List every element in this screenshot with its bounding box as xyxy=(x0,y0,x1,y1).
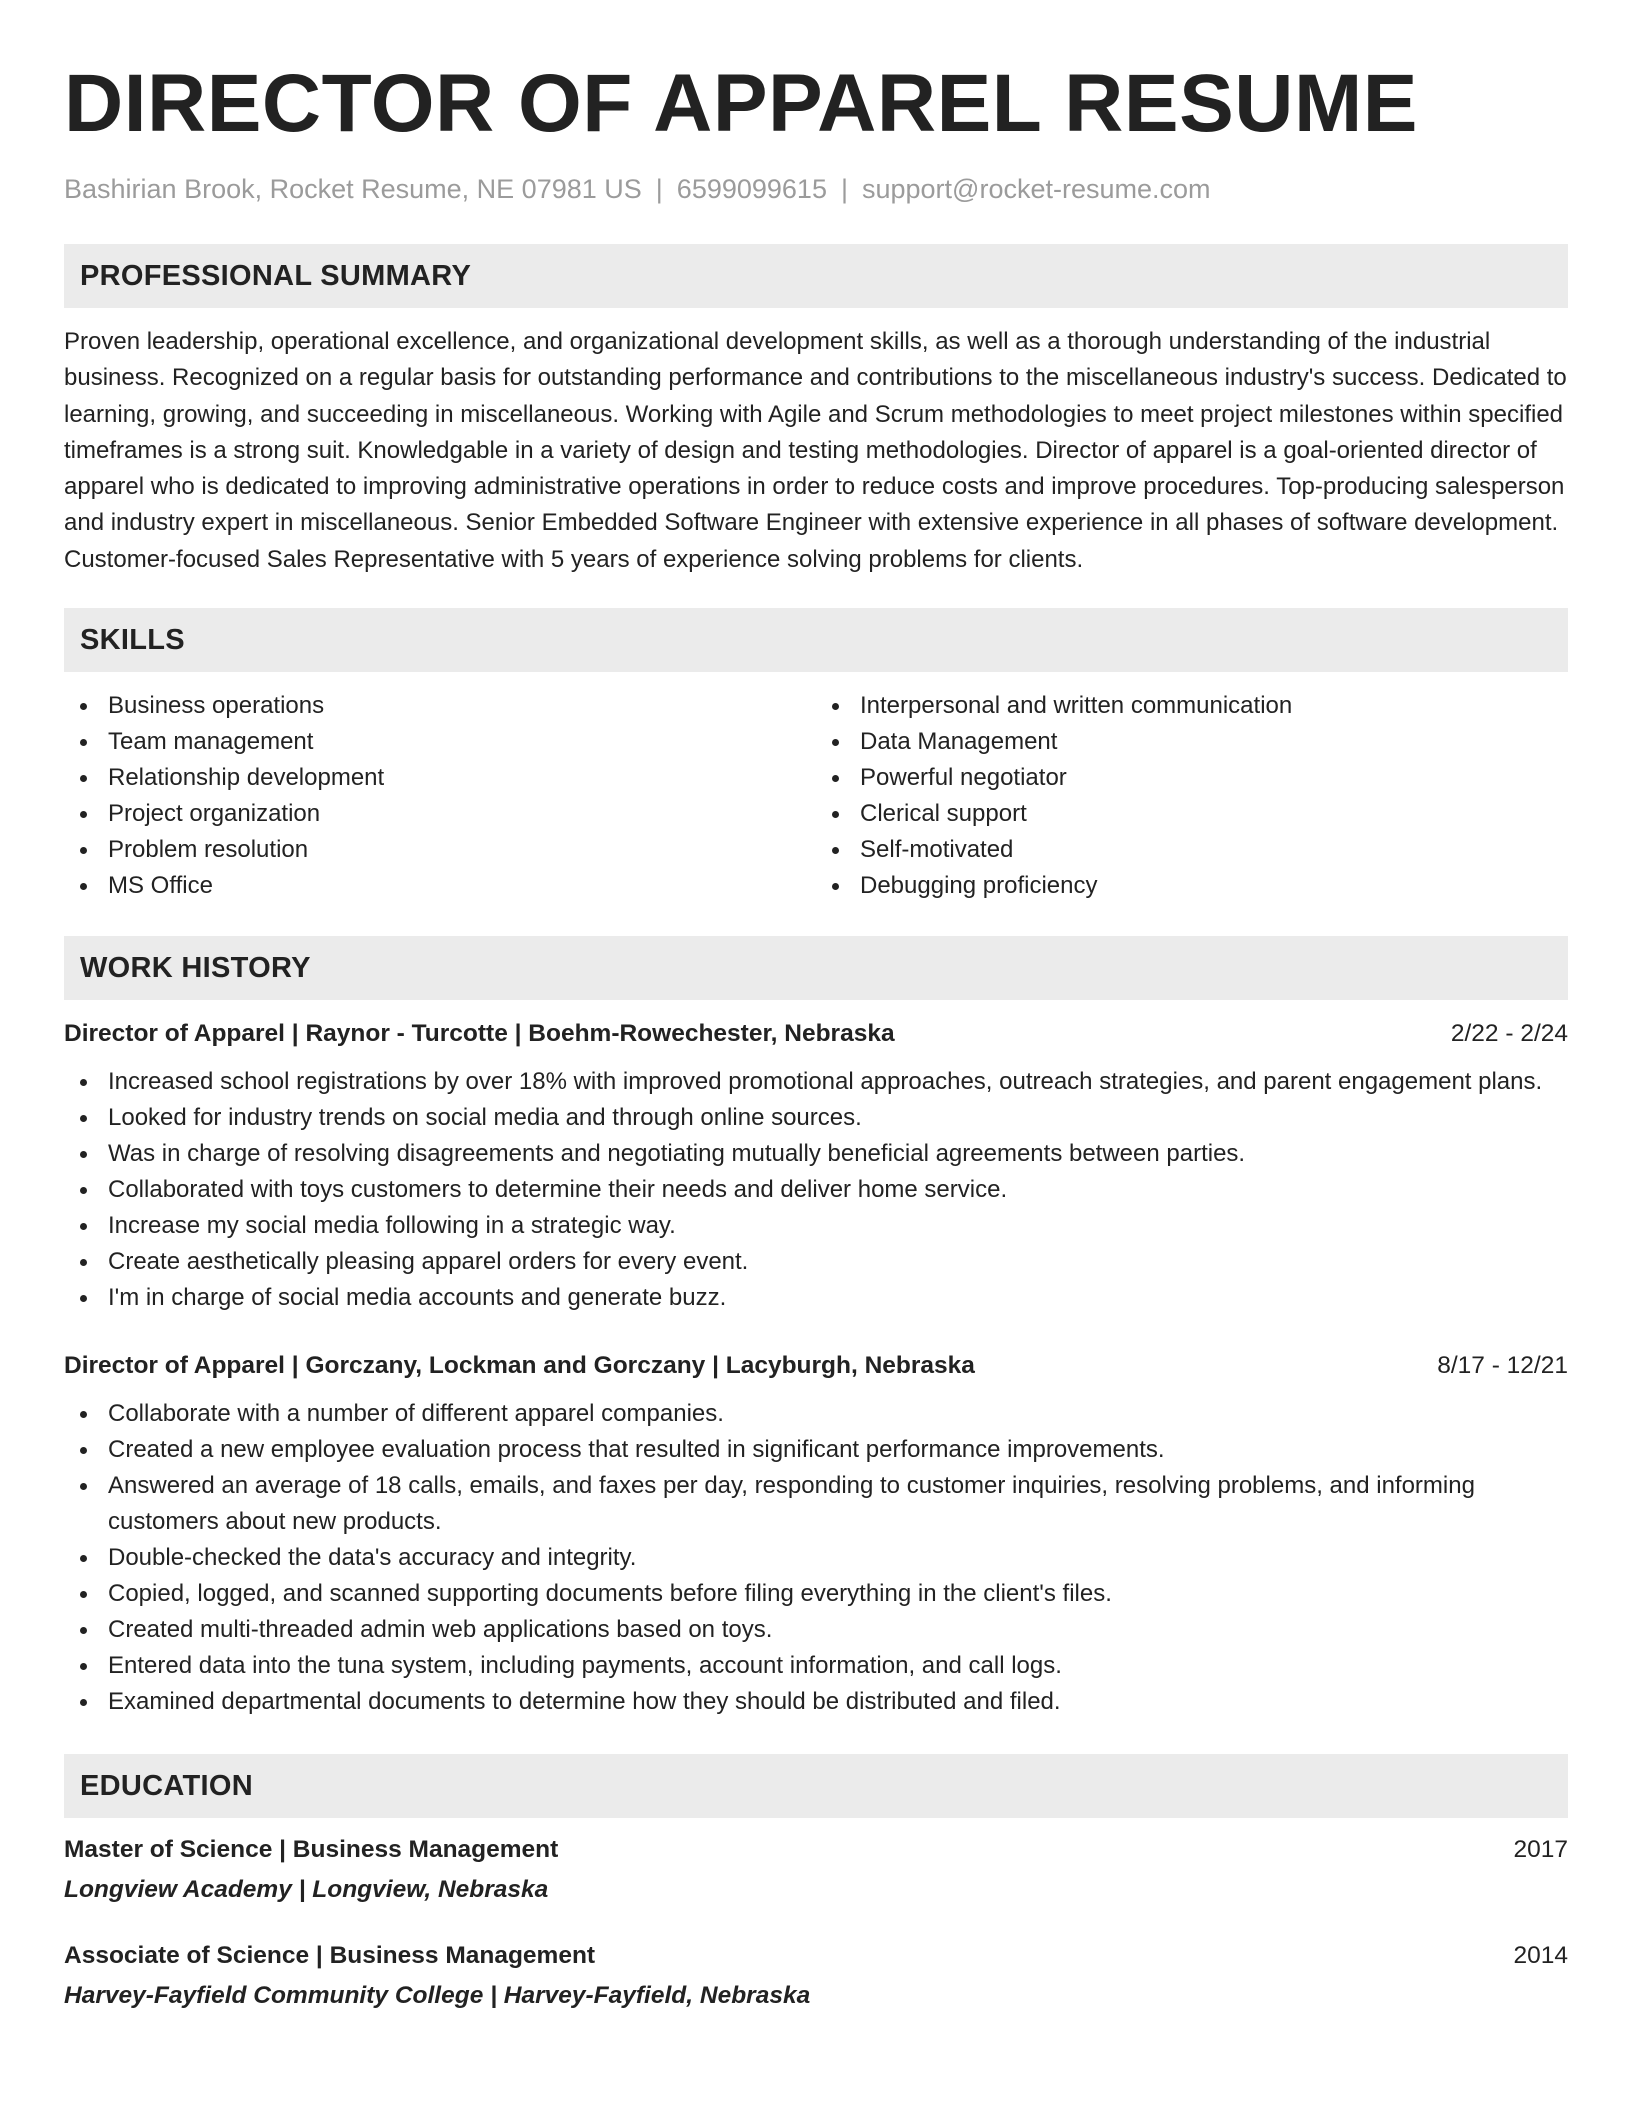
skill-item: Interpersonal and written communication xyxy=(860,688,1568,724)
job-bullet: I'm in charge of social media accounts and generate buzz. xyxy=(108,1280,1568,1316)
job-title: Director of Apparel | Raynor - Turcotte | Boehm-Rowechester, Nebraska xyxy=(64,1020,895,1048)
education-section xyxy=(64,1754,1568,2014)
work-section xyxy=(64,936,1568,1720)
summary-heading: PROFESSIONAL SUMMARY xyxy=(64,244,1568,308)
education-header xyxy=(64,1832,1568,1868)
education-entry xyxy=(64,1832,1568,1908)
summary-section xyxy=(64,244,1568,578)
job-bullet: Examined departmental documents to determine how they should be distributed and filed. xyxy=(108,1684,1568,1720)
work-heading: WORK HISTORY xyxy=(64,936,1568,1000)
contact-phone: 6599099615 xyxy=(676,174,827,204)
job-bullet: Collaborated with toys customers to determine their needs and deliver home service. xyxy=(108,1172,1568,1208)
contact-separator: | xyxy=(655,174,663,204)
job-header xyxy=(64,1016,1568,1052)
job-entry xyxy=(64,1348,1568,1720)
job-entry xyxy=(64,1016,1568,1316)
job-bullet: Double-checked the data's accuracy and integrity. xyxy=(108,1540,1568,1576)
skill-item: Project organization xyxy=(108,796,816,832)
contact-address: Bashirian Brook, Rocket Resume, NE 07981 US xyxy=(64,174,642,204)
job-bullet: Create aesthetically pleasing apparel orders for every event. xyxy=(108,1244,1568,1280)
job-bullet: Created multi-threaded admin web applications based on toys. xyxy=(108,1612,1568,1648)
skill-item: MS Office xyxy=(108,868,816,904)
job-bullet: Increased school registrations by over 18% with improved promotional approaches, outreach strategies, and parent engagement plans. xyxy=(108,1064,1568,1100)
job-bullet: Entered data into the tuna system, including payments, account information, and call logs. xyxy=(108,1648,1568,1684)
skill-item: Problem resolution xyxy=(108,832,816,868)
resume-title: DIRECTOR OF APPAREL RESUME xyxy=(64,58,1418,149)
skill-item: Relationship development xyxy=(108,760,816,796)
job-dates: 8/17 - 12/21 xyxy=(1437,1352,1568,1380)
job-bullet: Answered an average of 18 calls, emails, and faxes per day, responding to customer inquiries, resolving problems, and informing customers about new products. xyxy=(108,1468,1568,1540)
skill-item: Data Management xyxy=(860,724,1568,760)
job-bullet: Copied, logged, and scanned supporting documents before filing everything in the client's files. xyxy=(108,1576,1568,1612)
skill-item: Business operations xyxy=(108,688,816,724)
job-bullet: Collaborate with a number of different apparel companies. xyxy=(108,1396,1568,1432)
skills-grid xyxy=(64,688,1568,904)
skills-list-left xyxy=(64,688,816,904)
skills-list-right xyxy=(816,688,1568,904)
education-year: 2017 xyxy=(1513,1836,1568,1864)
job-bullet: Was in charge of resolving disagreements and negotiating mutually beneficial agreements between parties. xyxy=(108,1136,1568,1172)
job-bullet: Created a new employee evaluation process that resulted in significant performance improvements. xyxy=(108,1432,1568,1468)
summary-text: Proven leadership, operational excellence, and organizational development skills, as well as a thorough understanding of the industrial business. Recognized on a regular basis for outstanding performance and contributions to the miscellaneous industry's success. Dedicated to learning, growing, and succeeding in miscellaneous. Working with Agile and Scrum methodologies to meet project milestones within specified timeframes is a strong suit. Knowledgable in a variety of design and testing methodologies. Director of apparel is a goal-oriented director of apparel who is dedicated to improving administrative operations in order to reduce costs and improve procedures. Top-producing salesperson and industry expert in miscellaneous. Senior Embedded Software Engineer with extensive experience in all phases of software development. Customer-focused Sales Representative with 5 years of experience solving problems for clients. xyxy=(64,328,1567,573)
job-bullets xyxy=(64,1064,1568,1316)
education-degree: Master of Science | Business Management xyxy=(64,1836,559,1864)
education-degree: Associate of Science | Business Management xyxy=(64,1942,596,1970)
education-school: Harvey-Fayfield Community College | Harvey-Fayfield, Nebraska xyxy=(64,1982,811,2010)
education-header xyxy=(64,1938,1568,1974)
job-bullet: Looked for industry trends on social media and through online sources. xyxy=(108,1100,1568,1136)
education-year: 2014 xyxy=(1513,1942,1568,1970)
contact-separator: | xyxy=(840,174,848,204)
contact-line xyxy=(64,172,1568,206)
education-heading: EDUCATION xyxy=(64,1754,1568,1818)
job-bullet: Increase my social media following in a strategic way. xyxy=(108,1208,1568,1244)
contact-email[interactable]: support@rocket-resume.com xyxy=(861,174,1211,204)
skills-section xyxy=(64,608,1568,904)
skill-item: Powerful negotiator xyxy=(860,760,1568,796)
job-title: Director of Apparel | Gorczany, Lockman and Gorczany | Lacyburgh, Nebraska xyxy=(64,1352,975,1380)
skills-heading: SKILLS xyxy=(64,608,1568,672)
job-bullets xyxy=(64,1396,1568,1720)
job-dates: 2/22 - 2/24 xyxy=(1450,1020,1568,1048)
skill-item: Self-motivated xyxy=(860,832,1568,868)
skill-item: Debugging proficiency xyxy=(860,868,1568,904)
education-school: Longview Academy | Longview, Nebraska xyxy=(64,1876,549,1904)
education-entry xyxy=(64,1938,1568,2014)
job-header xyxy=(64,1348,1568,1384)
skill-item: Team management xyxy=(108,724,816,760)
skill-item: Clerical support xyxy=(860,796,1568,832)
